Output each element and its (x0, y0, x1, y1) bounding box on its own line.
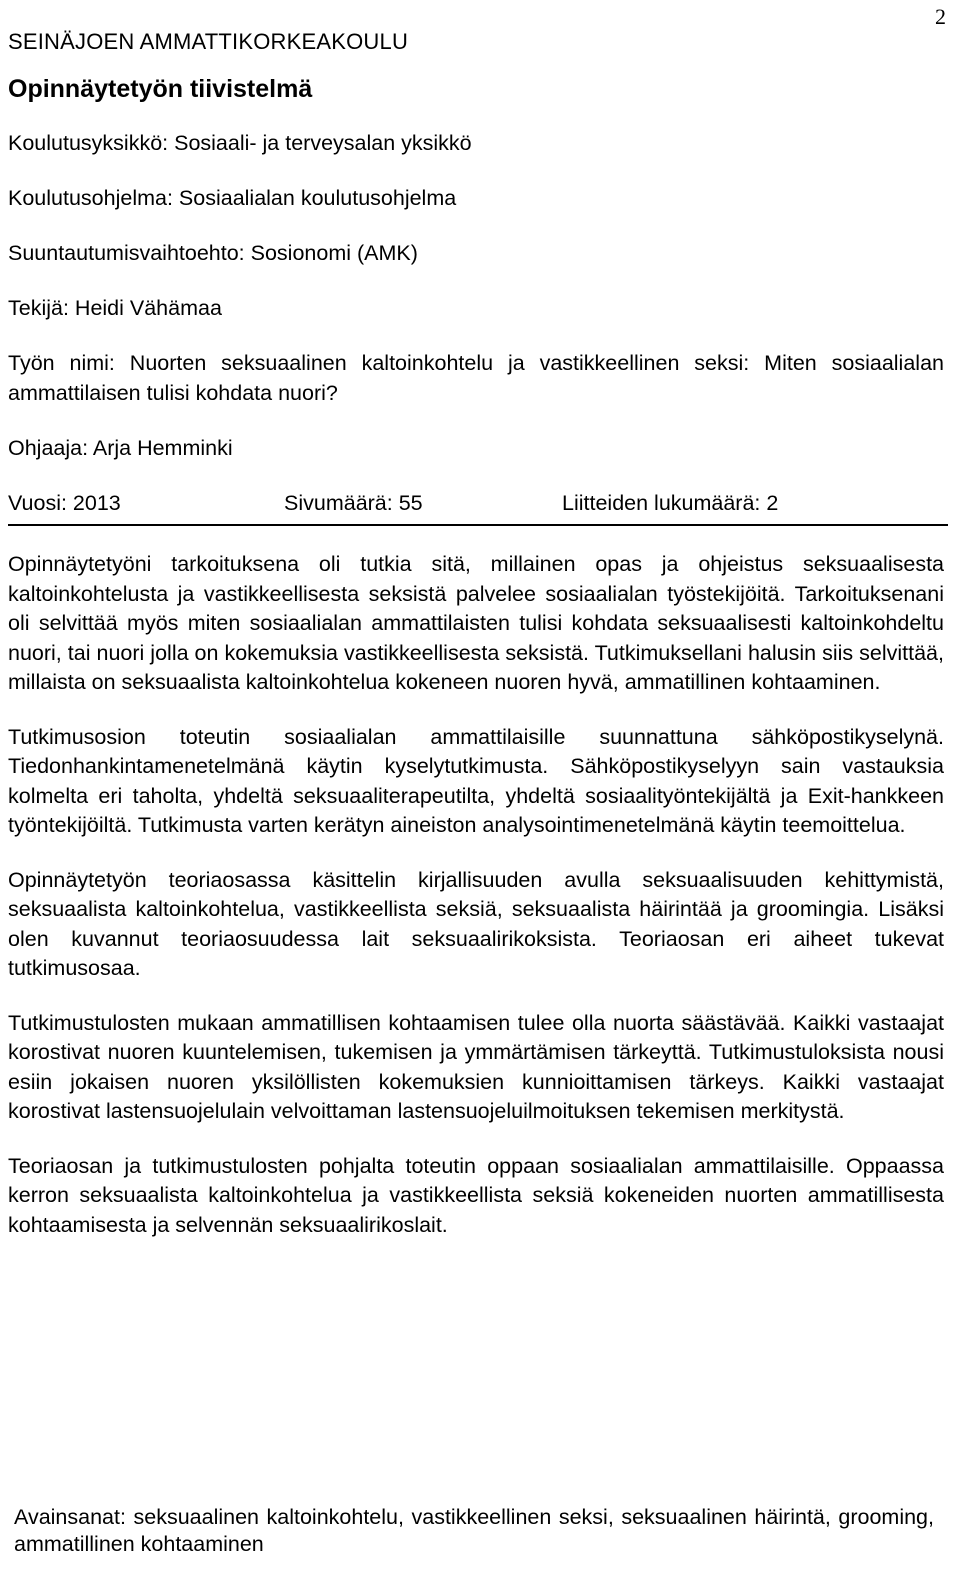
page-title: Opinnäytetyön tiivistelmä (8, 75, 313, 103)
abstract-paragraph-3: Opinnäytetyön teoriaosassa käsittelin kirjallisuuden avulla seksuaalisuuden kehittymistä, seksuaalista kaltoinkohtelua, vastikkeellista seksiä, seksuaalista häirintää ja groomingia. Lisäksi olen kuvannut teoriaosuudessa lait seksuaalirikoksista. Teoriaosan eri aiheet tukevat tutkimusosaa. (8, 867, 944, 980)
meta-supervisor: Ohjaaja: Arja Hemminki (8, 436, 233, 460)
abstract-paragraph-5: Teoriaosan ja tutkimustulosten pohjalta toteutin oppaan sosiaalialan ammattilaisille. Oppaassa kerron seksuaalista kaltoinkohtelua ja vastikkeellista seksiä kokeneiden nuorten ammatillisesta kohtaamisesta ja selvennän seksuaalirikoslait. (8, 1153, 944, 1237)
abstract-page (8, 24, 944, 1240)
page-number: 2 (935, 4, 946, 29)
divider-rule (8, 524, 948, 526)
meta-unit: Koulutusyksikkö: Sosiaali- ja terveysalan yksikkö (8, 131, 472, 155)
meta-programme: Koulutusohjelma: Sosiaalialan koulutusohjelma (8, 186, 457, 210)
school-name: SEINÄJOEN AMMATTIKORKEAKOULU (8, 29, 409, 54)
meta-author: Tekijä: Heidi Vähämaa (8, 296, 222, 320)
meta-year: Vuosi: 2013 (8, 491, 121, 515)
meta-pages: Sivumäärä: 55 (284, 491, 423, 515)
meta-specialisation: Suuntautumisvaihtoehto: Sosionomi (AMK) (8, 241, 418, 265)
meta-stats-row (8, 488, 944, 518)
meta-work-title: Työn nimi: Nuorten seksuaalinen kaltoinkohtelu ja vastikkeellinen seksi: Miten sosiaalialan ammattilaisen tulisi kohdata nuori? (8, 351, 944, 405)
abstract-paragraph-2: Tutkimusosion toteutin sosiaalialan ammattilaisille suunnattuna sähköpostikyselynä. Tiedonhankintamenetelmänä käytin kyselytutkimusta. Sähköpostikyselyyn sain vastauksia kolmelta eri taholta, yhdeltä seksuaaliterapeutilta, yhdeltä sosiaalityöntekijältä ja Exit-hankkeen työntekijöiltä. Tutkimusta varten kerätyn aineiston analysointimenetelmänä käytin teemoittelua. (8, 724, 944, 837)
meta-appendices: Liitteiden lukumäärä: 2 (562, 491, 779, 515)
abstract-paragraph-1: Opinnäytetyöni tarkoituksena oli tutkia sitä, millainen opas ja ohjeistus seksuaalisesta kaltoinkohtelusta ja vastikkeellisesta seksistä palvelee sosiaalialan työstekijöitä. Tarkoituksenani oli selvittää myös miten sosiaalialan ammattilaisten tulisi kohdata seksuaalisesti kaltoinkohdeltu nuori, tai nuori jolla on kokemuksia vastikkeellisesta seksistä. Tutkimuksellani halusin siis selvittää, millaista on seksuaalista kaltoinkohtelua kokeneen nuoren hyvä, ammatillinen kohtaaminen. (8, 552, 944, 694)
abstract-paragraph-4: Tutkimustulosten mukaan ammatillisen kohtaamisen tulee olla nuorta säästävää. Kaikki vastaajat korostivat nuoren kuuntelemisen, tukemisen ja ymmärtämisen tärkeyttä. Tutkimustuloksista nousi esiin jokaisen nuoren yksilöllisten kokemuksien kunnioittamisen tärkeys. Kaikki vastaajat korostivat lastensuojelulain velvoittaman lastensuojeluilmoituksen tekemisen merkitystä. (8, 1010, 944, 1123)
keywords: Avainsanat: seksuaalinen kaltoinkohtelu, vastikkeellinen seksi, seksuaalinen häirintä, grooming, ammatillinen kohtaaminen (14, 1505, 934, 1556)
